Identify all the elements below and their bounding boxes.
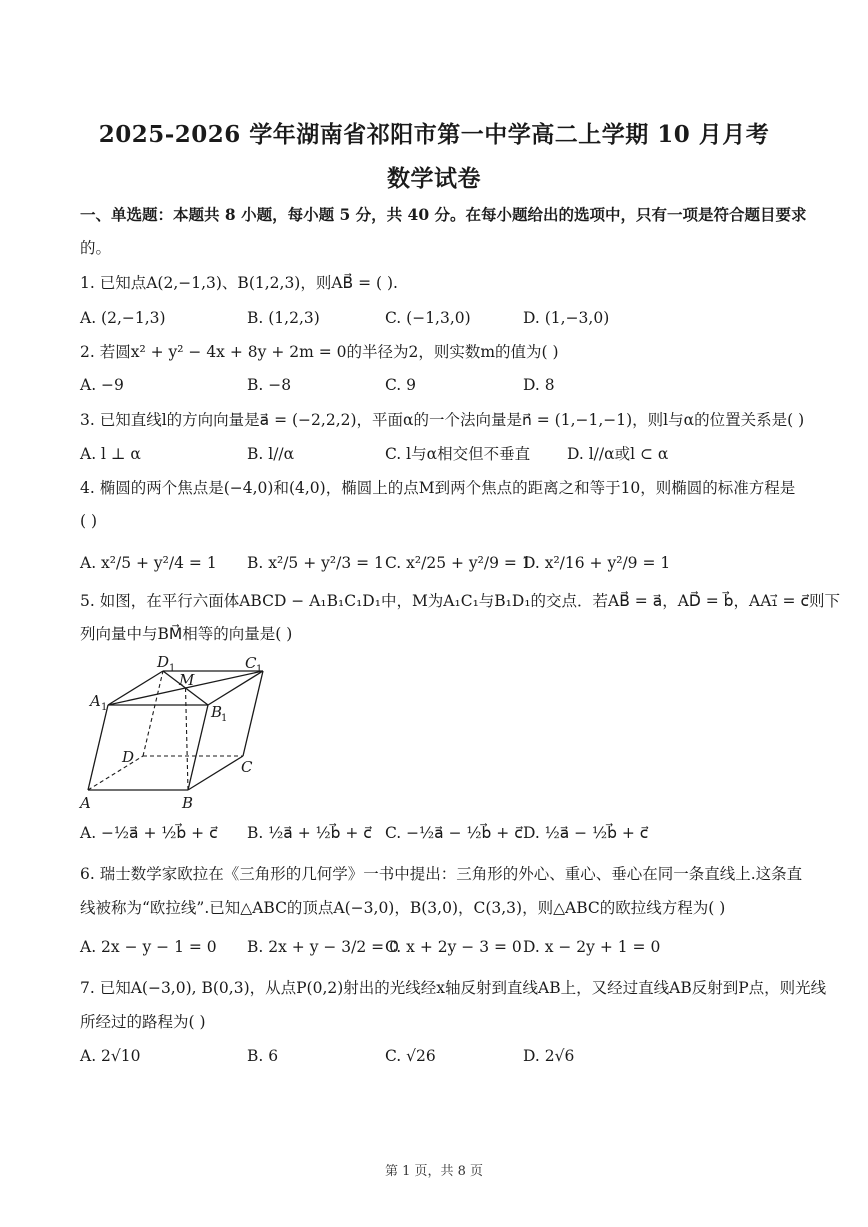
question-3-option-c: C. l与α相交但不垂直	[385, 445, 531, 463]
label-m: M	[179, 671, 195, 689]
label-d1-sub: 1	[169, 663, 176, 674]
question-5-option-c: C. −½a⃗ − ½b⃗ + c⃗	[385, 824, 523, 842]
question-4-option-c: C. x²/25 + y²/9 = 1	[385, 554, 532, 572]
edge-cc1	[243, 671, 263, 756]
question-4-option-d: D. x²/16 + y²/9 = 1	[523, 554, 671, 572]
label-a1-sub: 1	[101, 702, 108, 713]
label-b1-sub: 1	[221, 713, 228, 724]
edge-a1d1	[108, 671, 163, 705]
section-heading: 一、单选题：本题共 8 小题，每小题 5 分，共 40 分。在每小题给出的选项中，只有一项是符合题目要求	[80, 205, 807, 224]
question-7-stem: 7. 已知A(−3,0), B(0,3)，从点P(0,2)射出的光线经x轴反射到直线AB上，又经过直线AB反射到P点，则光线	[80, 979, 827, 997]
question-3-option-a: A. l ⊥ α	[80, 445, 141, 463]
label-c1-sub: 1	[256, 664, 263, 675]
question-2-option-c: C. 9	[385, 376, 417, 394]
label-c1: C	[245, 654, 257, 672]
label-d1: D	[157, 653, 170, 671]
hidden-edge-dd1	[143, 671, 163, 756]
question-6-option-d: D. x − 2y + 1 = 0	[523, 938, 661, 956]
question-5-stem-cont: 列向量中与BM⃗相等的向量是( )	[80, 625, 293, 643]
question-1-option-b: B. (1,2,3)	[247, 309, 320, 327]
question-4-stem: 4. 椭圆的两个焦点是(−4,0)和(4,0)，椭圆上的点M到两个焦点的距离之和等于10，则椭圆的标准方程是	[80, 479, 796, 497]
question-3-stem: 3. 已知直线l的方向向量是a⃗ = (−2,2,2)，平面α的一个法向量是n⃗ = (1,−1,−1)，则l与α的位置关系是( )	[80, 411, 805, 429]
section-heading-cont: 的。	[80, 239, 112, 257]
question-7-option-a: A. 2√10	[80, 1047, 141, 1065]
question-6-stem: 6. 瑞士数学家欧拉在《三角形的几何学》一书中提出：三角形的外心、重心、垂心在同一条直线上.这条直	[80, 865, 803, 883]
question-1-option-c: C. (−1,3,0)	[385, 309, 471, 327]
question-6-option-c: C. x + 2y − 3 = 0	[385, 938, 522, 956]
edge-aa1	[88, 705, 108, 790]
question-2-option-b: B. −8	[247, 376, 292, 394]
question-3-option-d: D. l//α或l ⊂ α	[567, 445, 669, 463]
question-4-option-b: B. x²/5 + y²/3 = 1	[247, 554, 384, 572]
exam-title: 2025-2026 学年湖南省祁阳市第一中学高二上学期 10 月月考	[98, 121, 770, 148]
page-footer: 第 1 页，共 8 页	[384, 1164, 484, 1179]
hidden-edge-ad	[88, 756, 143, 790]
label-d: D	[122, 748, 135, 766]
label-c: C	[241, 758, 253, 776]
edge-b1c1	[208, 671, 263, 705]
question-7-option-b: B. 6	[247, 1047, 279, 1065]
question-1-option-d: D. (1,−3,0)	[523, 309, 610, 327]
label-a: A	[80, 794, 91, 812]
question-1-option-a: A. (2,−1,3)	[80, 309, 166, 327]
label-a1: A	[90, 692, 101, 710]
question-2-option-a: A. −9	[80, 376, 124, 394]
question-5-option-a: A. −½a⃗ + ½b⃗ + c⃗	[80, 824, 218, 842]
question-2-stem: 2. 若圆x² + y² − 4x + 8y + 2m = 0的半径为2，则实数m的值为( )	[80, 343, 559, 361]
question-2-option-d: D. 8	[523, 376, 555, 394]
question-7-option-c: C. √26	[385, 1047, 436, 1065]
question-6-stem-cont: 线被称为“欧拉线”.已知△ABC的顶点A(−3,0)，B(3,0)，C(3,3)，则△ABC的欧拉线方程为( )	[80, 899, 726, 917]
question-5-option-b: B. ½a⃗ + ½b⃗ + c⃗	[247, 824, 372, 842]
question-1-stem: 1. 已知点A(2,−1,3)、B(1,2,3)，则AB⃗ = ( ).	[80, 274, 398, 292]
question-6-option-b: B. 2x + y − 3/2 = 0	[247, 938, 399, 956]
question-5-option-d: D. ½a⃗ − ½b⃗ + c⃗	[523, 824, 649, 842]
label-b1: B	[211, 703, 223, 721]
exam-subtitle: 数学试卷	[387, 165, 481, 192]
question-4-stem-cont: ( )	[80, 512, 98, 530]
question-7-option-d: D. 2√6	[523, 1047, 575, 1065]
label-b: B	[182, 794, 194, 812]
question-5-stem: 5. 如图，在平行六面体ABCD − A₁B₁C₁D₁中，M为A₁C₁与B₁D₁的交点．若AB⃗ = a⃗，AD⃗ = b⃗，AA₁⃗ = c⃗则下	[80, 592, 840, 610]
question-3-option-b: B. l//α	[247, 445, 295, 463]
hidden-segment-bm	[186, 688, 189, 790]
question-6-option-a: A. 2x − y − 1 = 0	[80, 938, 217, 956]
parallelepiped-figure	[78, 650, 278, 815]
question-4-option-a: A. x²/5 + y²/4 = 1	[80, 554, 217, 572]
edge-bb1	[188, 705, 208, 790]
edge-bc	[188, 756, 243, 790]
question-7-stem-cont: 所经过的路程为( )	[80, 1013, 206, 1031]
